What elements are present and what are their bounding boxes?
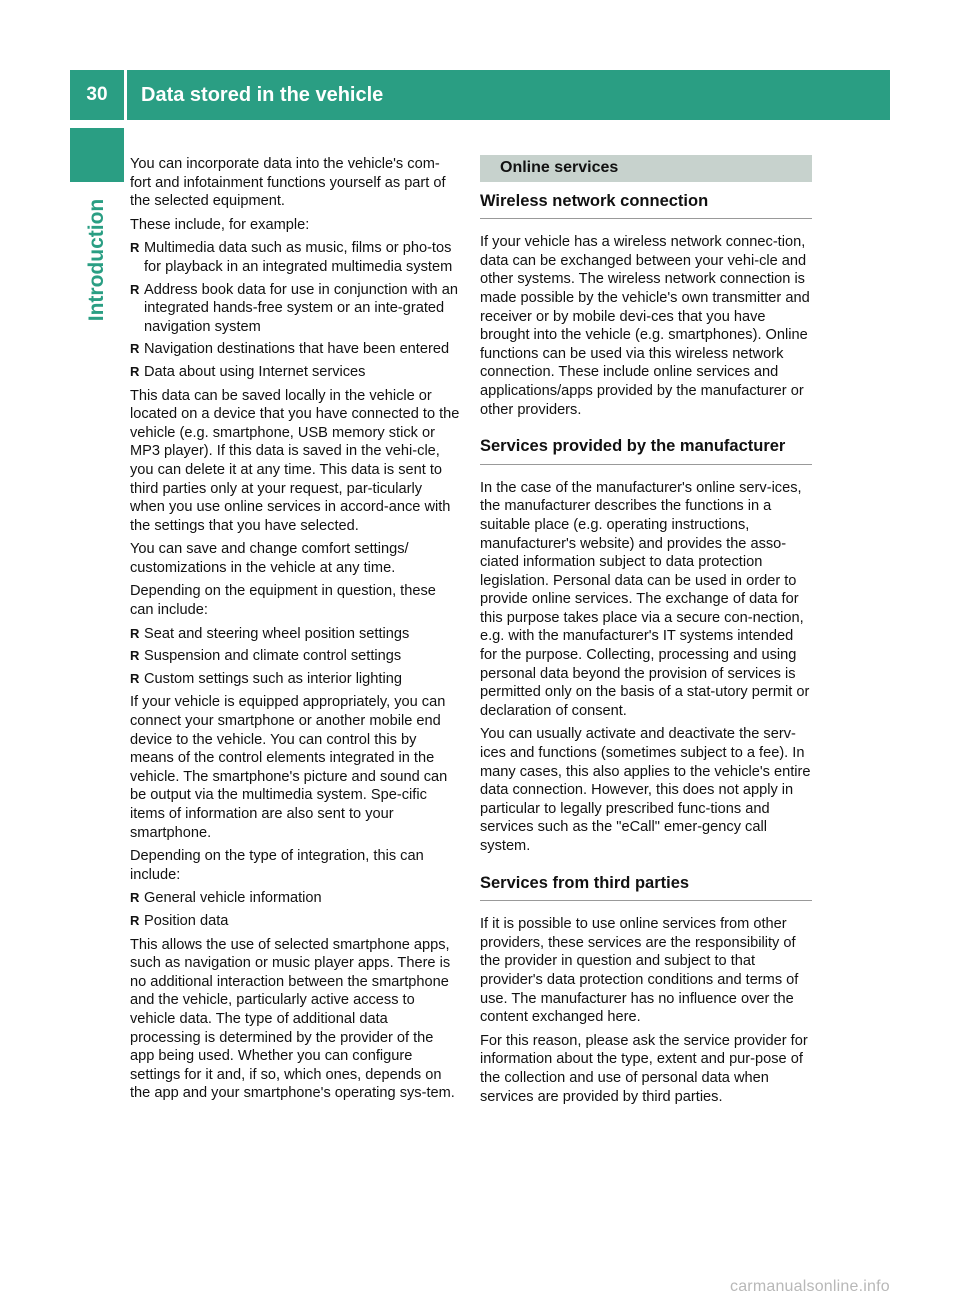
left-column (130, 155, 460, 1108)
page-header-title: Data stored in the vehicle (127, 70, 890, 120)
paragraph: If it is possible to use online services from other providers, these services are the responsibility of the provider in question and subject to that provider's data protection conditions and terms of use. The manufacturer has no influence over the content exchanged here. (480, 916, 799, 1026)
list-item: R Custom settings such as interior lighting (130, 670, 460, 689)
paragraph: You can usually activate and deactivate the serv-ices and functions (sometimes subject to a fee). In many cases, this also applies to the vehicle's entire data connection. However, this does not apply in particular to legally prescribed func-tions and services such as the "eCall" emer-gency call system. (480, 726, 811, 854)
subheading: Services provided by the manufacturer (480, 437, 812, 465)
paragraph: This data can be saved locally in the vehicle or located on a device that you have connected to the vehicle (e.g. smartphone, USB memory stick or MP3 player). If this data is saved in the vehi-cle, you can delete it at any time. This data is sent to third parties only at your request, par-ticularly when you use online services in accord-ance with the settings that you have selected. (130, 387, 460, 534)
list-item: R Data about using Internet services (130, 363, 460, 382)
side-chapter-label: Introduction (85, 198, 109, 322)
list-item: R Suspension and climate control settings (130, 647, 460, 666)
bullet-list (130, 239, 460, 381)
list-item: R Multimedia data such as music, films or pho-tos for playback in an integrated multimedia system (130, 239, 460, 276)
paragraph: Depending on the equipment in question, these can include: (130, 583, 436, 619)
list-item: R Navigation destinations that have been entered (130, 340, 460, 359)
list-item: R Seat and steering wheel position settings (130, 625, 460, 644)
paragraph: For this reason, please ask the service provider for information about the type, extent and pur-pose of the collection and use of personal data when services are provided by third parties. (480, 1032, 808, 1105)
paragraph: This allows the use of selected smartphone apps, such as navigation or music player apps. There is no additional interaction between the smartphone and the vehicle, particularly active access to vehicle data. The type of additional data processing is determined by the provider of the app being used. Whether you can configure settings for it and, if so, which ones, depends on the app and your smartphone's operating sys-tem. (130, 936, 455, 1102)
subheading: Services from third parties (480, 874, 812, 902)
list-item: R General vehicle information (130, 889, 460, 908)
paragraph: You can save and change comfort settings/ customizations in the vehicle at any time. (130, 541, 409, 576)
paragraph: These include, for example: (130, 216, 310, 233)
subheading: Wireless network connection (480, 192, 812, 220)
list-item: R Address book data for use in conjunction with an integrated hands-free system or an inte-grated navigation system (130, 281, 460, 337)
paragraph: Depending on the type of integration, this can include: (130, 848, 424, 883)
bullet-list (130, 889, 460, 930)
section-heading: Online services (480, 155, 812, 182)
right-column (480, 155, 812, 1111)
page-number: 30 (70, 70, 124, 120)
bullet-list (130, 625, 460, 689)
paragraph: In the case of the manufacturer's online serv-ices, the manufacturer describes the functions in a suitable place (e.g. operating instructions, manufacturer's website) and provides the asso-ciated information subject to data protection legislation. Personal data can be used in order to provide online services. The exchange of data for this purpose takes place via a secure con-nection, e.g. with the manufacturer's IT systems intended for the purpose. Collecting, processing and using personal data beyond the provision of services is permitted only on the basis of a stat-utory permit or declaration of consent. (480, 479, 810, 719)
paragraph: You can incorporate data into the vehicle's com-fort and infotainment functions yourself as part of the selected equipment. (130, 156, 446, 210)
paragraph: If your vehicle has a wireless network connec-tion, data can be exchanged between your vehi-cle and other systems. The wireless network connection is made possible by the vehicle's own transmitter and receiver or by mobile devi-ces that you have brought into the vehicle (e.g. smartphones). Online functions can be used via this wireless network connection. These include online services and applications/apps provided by the manufacturer or other providers. (480, 234, 810, 418)
watermark: carmanualsonline.info (730, 1278, 890, 1295)
side-tab-block (70, 128, 124, 182)
paragraph: If your vehicle is equipped appropriately, you can connect your smartphone or another mobile end device to the vehicle. You can control this by means of the control elements integrated in the vehicle. The smartphone's picture and sound can be output via the multimedia system. Spe-cific items of information are also sent to your smartphone. (130, 694, 448, 841)
list-item: R Position data (130, 912, 460, 931)
